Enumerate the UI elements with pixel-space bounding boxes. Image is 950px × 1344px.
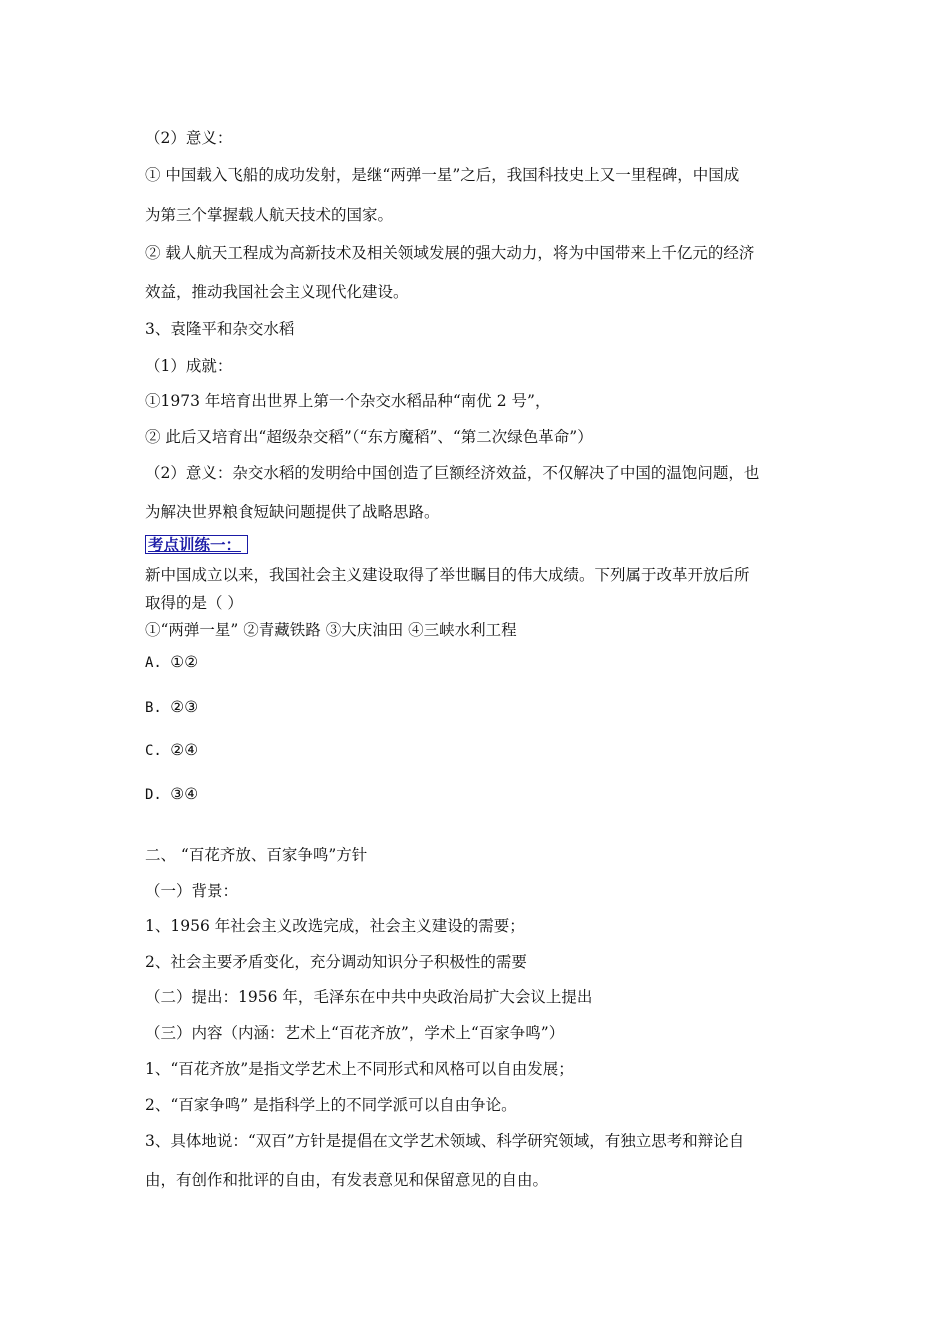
subsection-heading: （一）背景：	[145, 882, 239, 900]
paragraph-line: ② 此后又培育出“超级杂交稻”（“东方魔稻”、“第二次绿色革命”）	[145, 428, 593, 446]
paragraph-line: 效益，推动我国社会主义现代化建设。	[145, 283, 409, 301]
option-letter: D.	[145, 787, 162, 803]
paragraph-line: 3、具体地说：“双百”方针是提倡在文学艺术领域、科学研究领域，有独立思考和辩论自	[145, 1132, 745, 1150]
paragraph-line: 为解决世界粮食短缺问题提供了战略思路。	[145, 503, 440, 521]
paragraph-line: ② 载人航天工程成为高新技术及相关领域发展的强大动力，将为中国带来上千亿元的经济	[145, 244, 755, 262]
subsection-heading: （1）成就：	[145, 357, 233, 375]
paragraph-line: 1、“百花齐放”是指文学艺术上不同形式和风格可以自由发展；	[145, 1060, 574, 1078]
option-c	[145, 740, 825, 761]
paragraph-line: ①1973 年培育出世界上第一个杂交水稻品种“南优 2 号”，	[145, 392, 551, 410]
option-b	[145, 697, 825, 718]
subsection-heading: （二）提出：1956 年，毛泽东在中共中央政治局扩大会议上提出	[145, 988, 593, 1006]
question-text: 取得的是（ ）	[145, 594, 243, 612]
option-value: ②④	[170, 741, 199, 759]
option-letter: A.	[145, 655, 162, 671]
exercise-label-row	[145, 535, 825, 555]
question-items: ①“两弹一星” ②青藏铁路 ③大庆油田 ④三峡水利工程	[145, 621, 517, 639]
option-value: ③④	[170, 785, 199, 803]
paragraph-line: 2、“百家争鸣” 是指科学上的不同学派可以自由争论。	[145, 1096, 517, 1114]
option-value: ①②	[170, 653, 199, 671]
question-text: 新中国成立以来，我国社会主义建设取得了举世瞩目的伟大成绩。下列属于改革开放后所	[145, 566, 750, 584]
option-d	[145, 784, 825, 805]
paragraph-line: 1、1956 年社会主义改选完成，社会主义建设的需要；	[145, 917, 525, 935]
paragraph-line: 为第三个掌握载人航天技术的国家。	[145, 206, 394, 224]
option-value: ②③	[170, 698, 199, 716]
paragraph-line: ① 中国载入飞船的成功发射，是继“两弹一星”之后，我国科技史上又一里程碑，中国成	[145, 166, 740, 184]
paragraph-line: 2、社会主要矛盾变化，充分调动知识分子积极性的需要	[145, 953, 527, 971]
exercise-label: 考点训练一：	[145, 535, 248, 554]
section-heading: 二、 “百花齐放、百家争鸣”方针	[145, 846, 368, 864]
subsection-heading: （三）内容（内涵：艺术上“百花齐放”，学术上“百家争鸣”）	[145, 1024, 565, 1042]
paragraph-line: 由，有创作和批评的自由，有发表意见和保留意见的自由。	[145, 1171, 549, 1189]
option-letter: C.	[145, 743, 162, 759]
section-meaning-heading: （2）意义：	[145, 129, 233, 147]
option-a	[145, 652, 825, 673]
section-heading: 3、袁隆平和杂交水稻	[145, 320, 295, 338]
paragraph-line: （2）意义：杂交水稻的发明给中国创造了巨额经济效益，不仅解决了中国的温饱问题，也	[145, 464, 760, 482]
option-letter: B.	[145, 700, 162, 716]
